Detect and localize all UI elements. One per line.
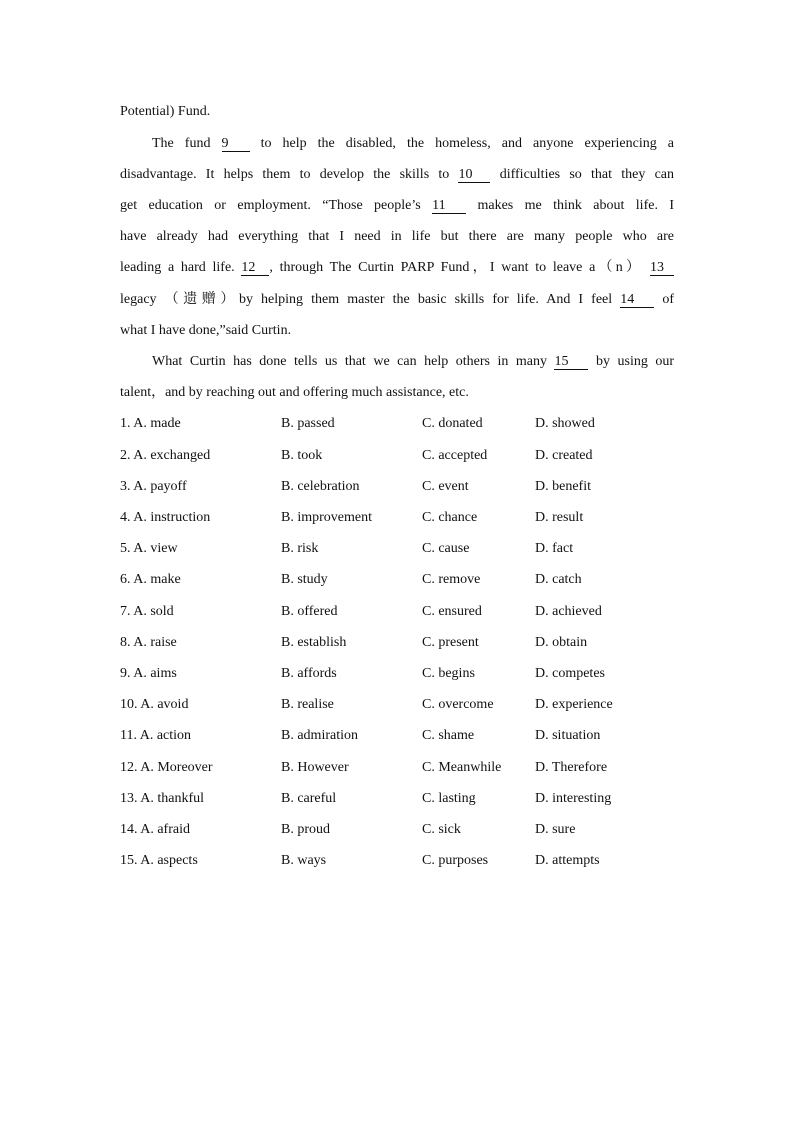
option-b: B. passed xyxy=(281,416,335,431)
option-b: B. establish xyxy=(281,635,347,650)
passage-text: , through The Curtin PARP Fund，I want to leave a（n） xyxy=(269,260,644,275)
option-c: C. present xyxy=(422,635,479,650)
option-c: C. event xyxy=(422,479,469,494)
option-a xyxy=(120,790,204,808)
question-number: 3. xyxy=(120,479,131,494)
option-a xyxy=(120,665,177,683)
passage-text: difficulties so that they can xyxy=(499,167,674,182)
option-d: D. attempts xyxy=(535,853,600,868)
option-b: B. offered xyxy=(281,604,338,619)
option-b: B. affords xyxy=(281,666,337,681)
option-c: C. sick xyxy=(422,822,461,837)
option-a xyxy=(120,696,188,714)
question-number: 15. xyxy=(120,853,138,868)
question-row xyxy=(120,478,680,496)
option-a xyxy=(120,603,174,621)
passage-line xyxy=(120,291,674,309)
option-d: D. sure xyxy=(535,822,576,837)
answer-blank-14: 14 xyxy=(620,292,654,308)
passage-line xyxy=(120,384,674,402)
option-d: D. result xyxy=(535,510,584,525)
question-row xyxy=(120,634,680,652)
passage-text: What Curtin has done tells us that we can help others in many xyxy=(152,354,555,369)
question-row xyxy=(120,603,680,621)
question-row xyxy=(120,540,680,558)
question-number: 9. xyxy=(120,666,131,681)
question-number: 8. xyxy=(120,635,131,650)
passage-text: leading a hard life. xyxy=(120,260,242,275)
passage-text: of xyxy=(662,292,674,307)
option-a xyxy=(120,447,210,465)
passage-line xyxy=(120,103,674,121)
option-d: D. competes xyxy=(535,666,605,681)
option-d: D. benefit xyxy=(535,479,591,494)
option-d: D. showed xyxy=(535,416,595,431)
option-c: C. Meanwhile xyxy=(422,760,502,775)
option-b: B. improvement xyxy=(281,510,372,525)
question-row xyxy=(120,821,680,839)
passage-text: what I have done,”said Curtin. xyxy=(120,323,292,338)
option-a-label: A. aspects xyxy=(140,853,198,868)
question-number: 12. xyxy=(120,760,138,775)
option-a xyxy=(120,634,177,652)
passage-line xyxy=(120,197,674,215)
option-d: D. interesting xyxy=(535,791,612,806)
option-b: B. careful xyxy=(281,791,337,806)
option-a xyxy=(120,509,210,527)
option-a-label: A. afraid xyxy=(140,822,190,837)
answer-blank-15: 15 xyxy=(554,354,588,370)
question-number: 10. xyxy=(120,697,138,712)
passage-text: Potential) Fund. xyxy=(120,104,211,119)
option-b: B. took xyxy=(281,448,323,463)
option-a-label: A. view xyxy=(133,541,178,556)
option-d: D. fact xyxy=(535,541,574,556)
option-a-label: A. made xyxy=(133,416,181,431)
option-b: B. realise xyxy=(281,697,334,712)
question-number: 2. xyxy=(120,448,131,463)
option-c: C. begins xyxy=(422,666,475,681)
option-a-label: A. payoff xyxy=(133,479,187,494)
passage-text: makes me think about life. I xyxy=(477,198,674,213)
question-number: 7. xyxy=(120,604,131,619)
option-a-label: A. thankful xyxy=(140,791,204,806)
option-a xyxy=(120,540,178,558)
option-d: D. situation xyxy=(535,728,601,743)
question-row xyxy=(120,696,680,714)
question-row xyxy=(120,790,680,808)
option-b: B. celebration xyxy=(281,479,360,494)
question-number: 14. xyxy=(120,822,138,837)
option-b: B. risk xyxy=(281,541,319,556)
question-row xyxy=(120,509,680,527)
answer-blank-10: 10 xyxy=(458,167,490,183)
option-a xyxy=(120,415,181,433)
option-d: D. experience xyxy=(535,697,613,712)
option-c: C. ensured xyxy=(422,604,482,619)
option-b: B. proud xyxy=(281,822,330,837)
passage-line xyxy=(152,353,674,371)
answer-blank-13: 13 xyxy=(650,260,674,276)
passage-text: talent，and by reaching out and offering much assistance, etc. xyxy=(120,385,469,400)
passage-text: to help the disabled, the homeless, and anyone experiencing a xyxy=(260,136,675,151)
question-number: 4. xyxy=(120,510,131,525)
option-a xyxy=(120,571,181,589)
option-a-label: A. make xyxy=(133,572,181,587)
answer-blank-9: 9 xyxy=(222,136,250,152)
passage-line xyxy=(120,228,674,246)
option-a xyxy=(120,759,213,777)
option-a-label: A. action xyxy=(139,728,192,743)
option-c: C. cause xyxy=(422,541,470,556)
passage-text: The fund xyxy=(152,136,222,151)
passage-text: have already had everything that I need in life but there are many people who are xyxy=(120,229,674,244)
option-a-label: A. exchanged xyxy=(133,448,211,463)
option-b: B. study xyxy=(281,572,328,587)
answer-blank-12: 12 xyxy=(241,260,269,276)
passage-line xyxy=(120,259,674,277)
question-row xyxy=(120,571,680,589)
option-d: D. obtain xyxy=(535,635,588,650)
passage-line xyxy=(120,166,674,184)
option-c: C. remove xyxy=(422,572,481,587)
option-a-label: A. Moreover xyxy=(140,760,213,775)
option-a-label: A. avoid xyxy=(140,697,189,712)
option-d: D. Therefore xyxy=(535,760,608,775)
option-c: C. purposes xyxy=(422,853,489,868)
option-d: D. created xyxy=(535,448,593,463)
question-row xyxy=(120,665,680,683)
question-row xyxy=(120,447,680,465)
option-a-label: A. sold xyxy=(133,604,174,619)
passage-text: legacy （遗赠）by helping them master the basic skills for life. And I feel xyxy=(120,292,621,307)
question-row xyxy=(120,759,680,777)
option-b: B. However xyxy=(281,760,349,775)
option-c: C. overcome xyxy=(422,697,494,712)
question-number: 5. xyxy=(120,541,131,556)
option-a-label: A. aims xyxy=(133,666,177,681)
option-a-label: A. raise xyxy=(133,635,177,650)
option-b: B. ways xyxy=(281,853,327,868)
option-a-label: A. instruction xyxy=(133,510,211,525)
passage-text: by using our xyxy=(595,354,675,369)
question-number: 11. xyxy=(120,728,137,743)
answer-blank-11: 11 xyxy=(432,198,466,214)
question-row xyxy=(120,727,680,745)
option-c: C. accepted xyxy=(422,448,488,463)
passage-text: get education or employment. “Those people’s xyxy=(120,198,433,213)
question-number: 13. xyxy=(120,791,138,806)
option-c: C. donated xyxy=(422,416,483,431)
option-c: C. chance xyxy=(422,510,478,525)
option-c: C. lasting xyxy=(422,791,476,806)
option-d: D. achieved xyxy=(535,604,602,619)
option-a xyxy=(120,727,191,745)
question-number: 1. xyxy=(120,416,131,431)
passage-text: disadvantage. It helps them to develop the skills to xyxy=(120,167,459,182)
option-a xyxy=(120,852,198,870)
option-a xyxy=(120,821,190,839)
passage-line xyxy=(152,135,674,153)
question-row xyxy=(120,415,680,433)
option-c: C. shame xyxy=(422,728,475,743)
question-row xyxy=(120,852,680,870)
option-d: D. catch xyxy=(535,572,582,587)
option-a xyxy=(120,478,187,496)
passage-line xyxy=(120,322,674,340)
option-b: B. admiration xyxy=(281,728,358,743)
question-number: 6. xyxy=(120,572,131,587)
